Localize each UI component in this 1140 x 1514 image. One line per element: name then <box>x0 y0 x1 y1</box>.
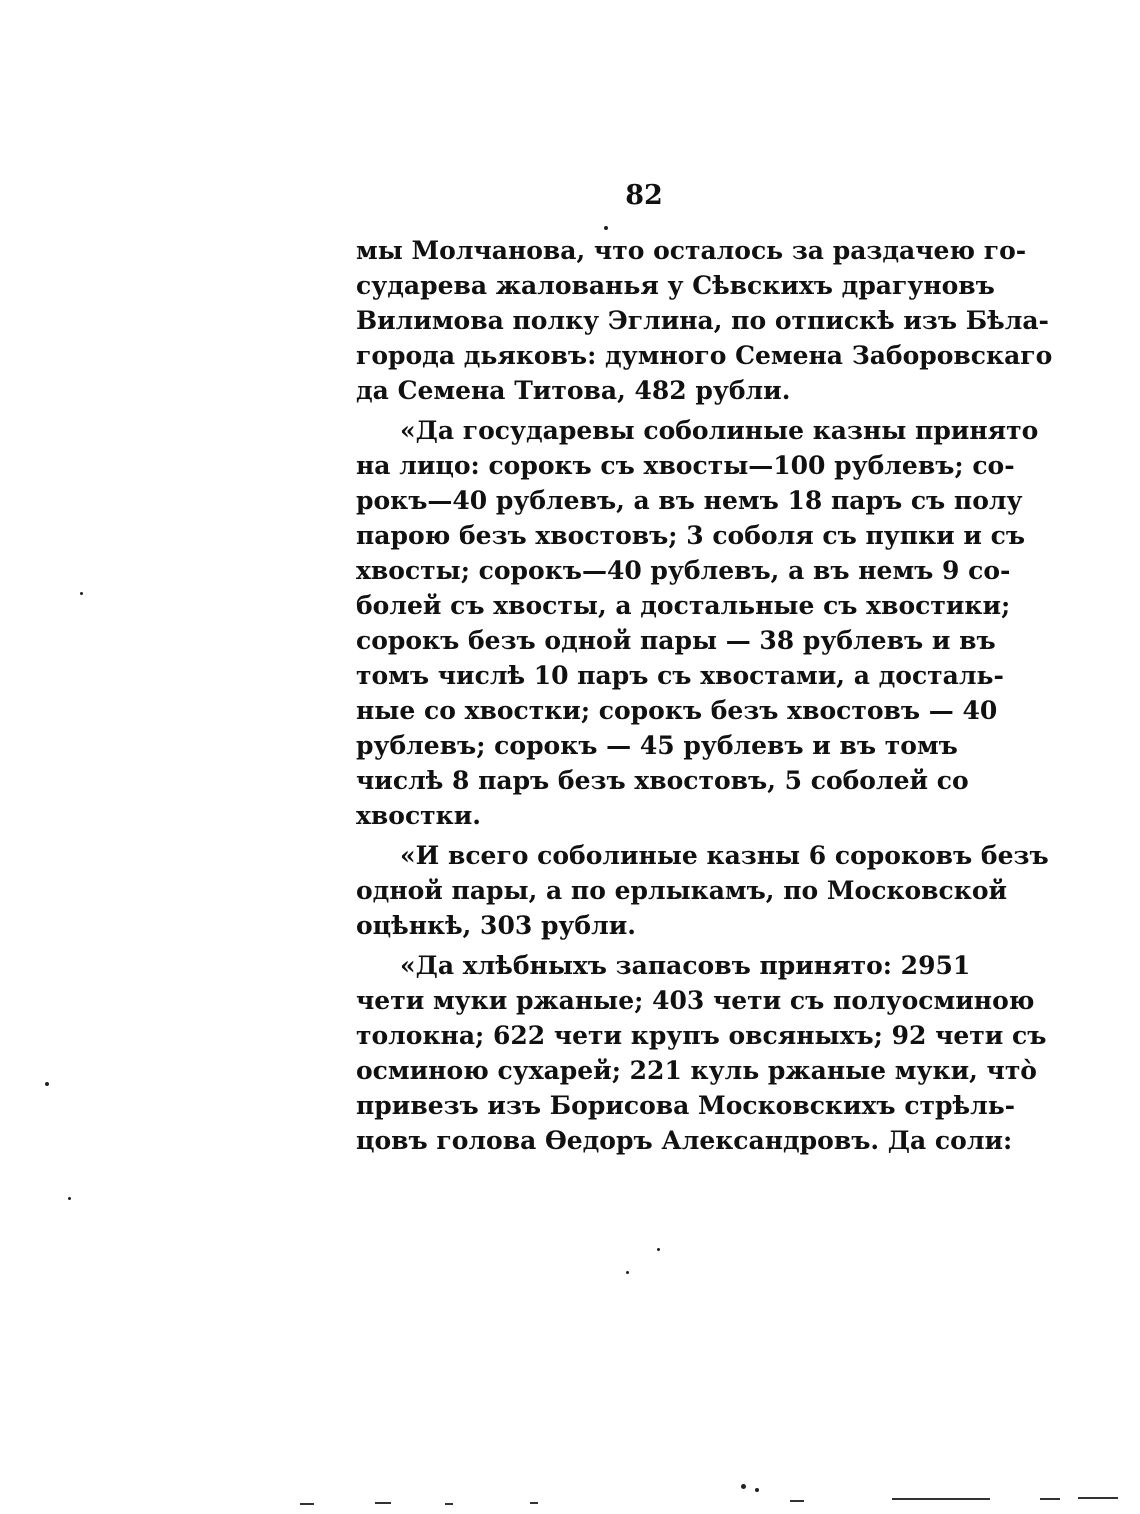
scan-line-artifact <box>530 1502 538 1504</box>
text-line: хвосты; сорокъ—40 рублевъ, а въ немъ 9 со- <box>356 556 1011 585</box>
text-line: ные со хвостки; сорокъ безъ хвостовъ — 40 <box>356 696 998 725</box>
text-line: да Семена Титова, 482 рубли. <box>356 376 791 405</box>
scan-speck <box>80 592 83 595</box>
text-line: болей съ хвосты, а достальные съ хвостики; <box>356 591 1011 620</box>
scan-line-artifact <box>300 1503 314 1505</box>
text-line: томъ числѣ 10 паръ съ хвостами, а досталь- <box>356 661 1004 690</box>
text-line: на лицо: сорокъ съ хвосты—100 рублевъ; со- <box>356 451 1015 480</box>
scan-line-artifact <box>445 1503 453 1505</box>
paragraph-4 <box>356 948 1047 1158</box>
text-line: цовъ голова Ѳедоръ Александровъ. Да соли: <box>356 1126 1013 1155</box>
text-line: сударева жалованья у Сѣвскихъ драгуновъ <box>356 271 995 300</box>
scan-speck <box>45 1082 49 1086</box>
text-line: числѣ 8 паръ безъ хвостовъ, 5 соболей со <box>356 766 969 795</box>
text-line: Вилимова полку Эглина, по отпискѣ изъ Бѣла- <box>356 306 1049 335</box>
scan-line-artifact <box>1040 1498 1060 1500</box>
text-line: одной пары, а по ерлыкамъ, по Московской <box>356 876 1008 905</box>
text-line: «Да хлѣбныхъ запасовъ принято: 2951 <box>400 951 971 980</box>
scan-speck <box>604 226 608 230</box>
text-line: рублевъ; сорокъ — 45 рублевъ и въ томъ <box>356 731 958 760</box>
text-line: «И всего соболиные казны 6 сороковъ безъ <box>400 841 1049 870</box>
text-line: чети муки ржаные; 403 чети съ полуосминою <box>356 986 1035 1015</box>
scan-line-artifact <box>1078 1497 1118 1499</box>
text-line: толокна; 622 чети крупъ овсяныхъ; 92 чети съ <box>356 1021 1047 1050</box>
text-line: оцѣнкѣ, 303 рубли. <box>356 911 636 940</box>
scan-speck <box>755 1488 759 1492</box>
text-line: «Да государевы соболиные казны принято <box>400 416 1039 445</box>
scan-line-artifact <box>790 1500 804 1502</box>
scan-line-artifact <box>375 1502 391 1504</box>
scan-speck <box>657 1248 660 1251</box>
scan-speck <box>68 1197 71 1200</box>
paragraph-2 <box>356 413 1039 833</box>
text-line: рокъ—40 рублевъ, а въ немъ 18 паръ съ полу <box>356 486 1023 515</box>
scan-speck <box>741 1484 746 1489</box>
scan-speck <box>626 1271 629 1274</box>
text-line: парою безъ хвостовъ; 3 соболя съ пупки и съ <box>356 521 1026 550</box>
page-number: 82 <box>625 180 663 211</box>
paragraph-1 <box>356 233 1053 408</box>
paragraph-3 <box>356 838 1049 943</box>
text-line: сорокъ безъ одной пары — 38 рублевъ и въ <box>356 626 996 655</box>
text-line: привезъ изъ Борисова Московскихъ стрѣль- <box>356 1091 1016 1120</box>
text-line: города дьяковъ: думного Семена Заборовскаго <box>356 341 1053 370</box>
scan-line-artifact <box>892 1498 990 1500</box>
body-text <box>356 233 1053 1163</box>
text-line: хвостки. <box>356 801 481 830</box>
text-line: мы Молчанова, что осталось за раздачею го- <box>356 236 1027 265</box>
text-line: осминою сухарей; 221 куль ржаные муки, что̀ <box>356 1056 1037 1085</box>
